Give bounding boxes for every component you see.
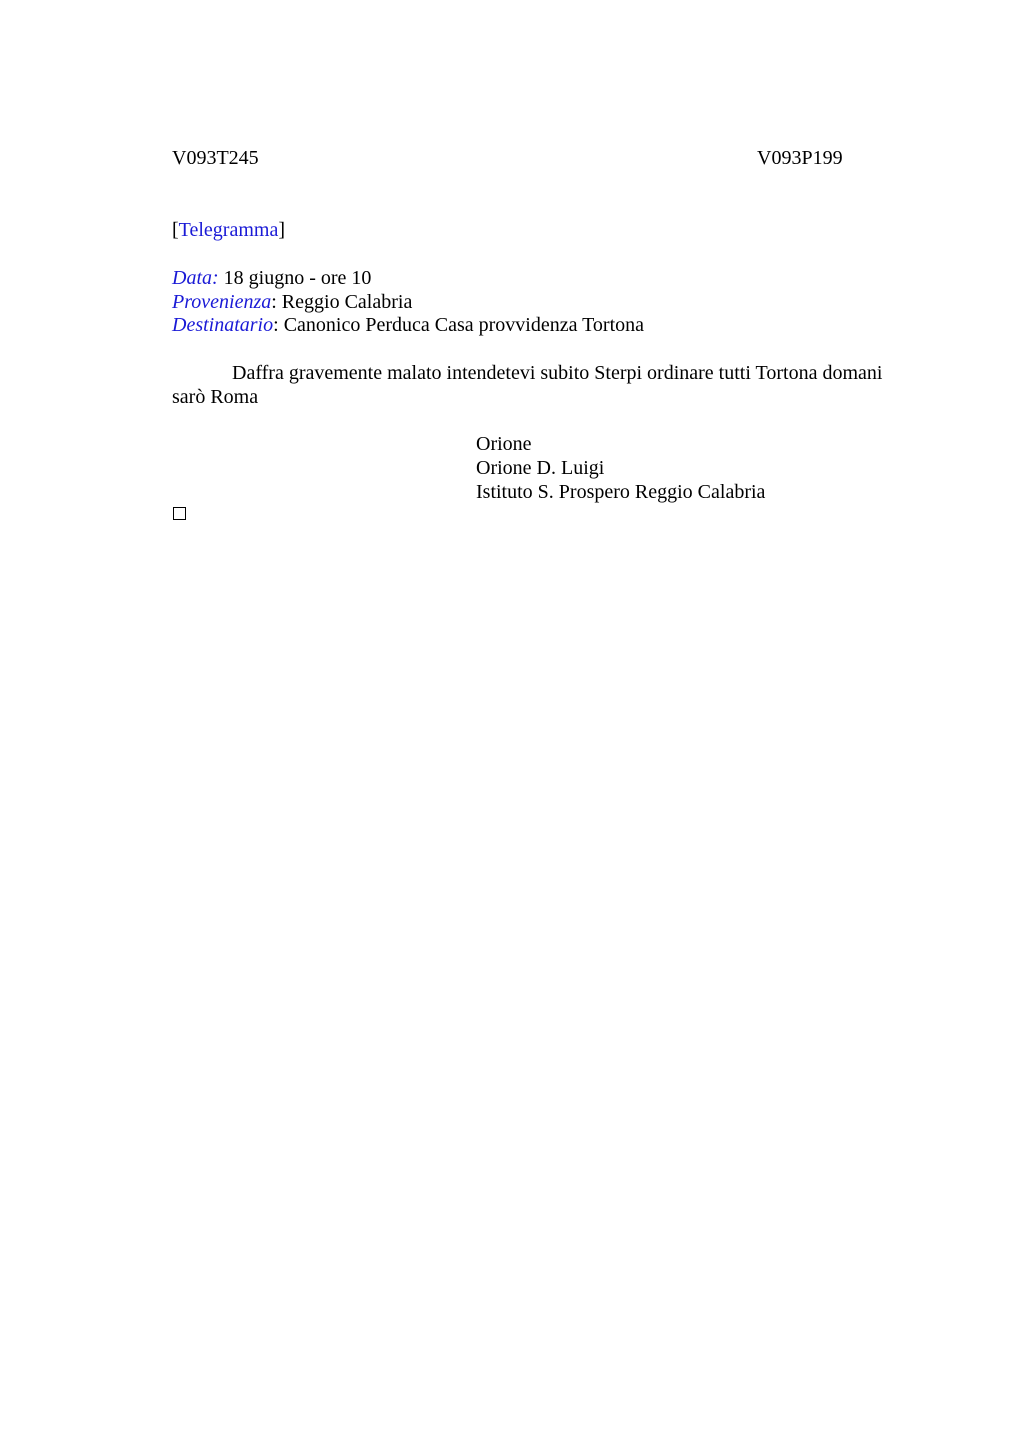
recipient-label: Destinatario (172, 314, 274, 336)
message-body: Daffra gravemente malato intendetevi subito Sterpi ordinare tutti Tortona domani sarò Roma (172, 362, 883, 408)
page-code-right: V093P199 (757, 147, 843, 169)
close-bracket: ] (278, 219, 286, 241)
document-code-left: V093T245 (172, 147, 259, 169)
document-type-label: Telegramma (178, 219, 279, 241)
empty-square-icon (173, 507, 186, 520)
signature-line-2: Orione D. Luigi (476, 457, 605, 479)
origin-value: Reggio Calabria (276, 291, 413, 313)
recipient-value: Canonico Perduca Casa provvidenza Tortona (278, 314, 645, 336)
signature-line-3: Istituto S. Prospero Reggio Calabria (476, 481, 766, 503)
date-row (172, 266, 371, 290)
signature-line-1: Orione (476, 433, 532, 455)
date-label: Data: (172, 267, 219, 289)
document-type (172, 218, 285, 242)
date-value: 18 giugno - ore 10 (218, 267, 372, 289)
origin-separator: : (271, 291, 277, 313)
open-bracket: [ (172, 219, 179, 241)
recipient-separator: : (273, 314, 279, 336)
origin-row (172, 290, 412, 314)
origin-label: Provenienza (172, 291, 272, 313)
recipient-row (172, 313, 644, 337)
